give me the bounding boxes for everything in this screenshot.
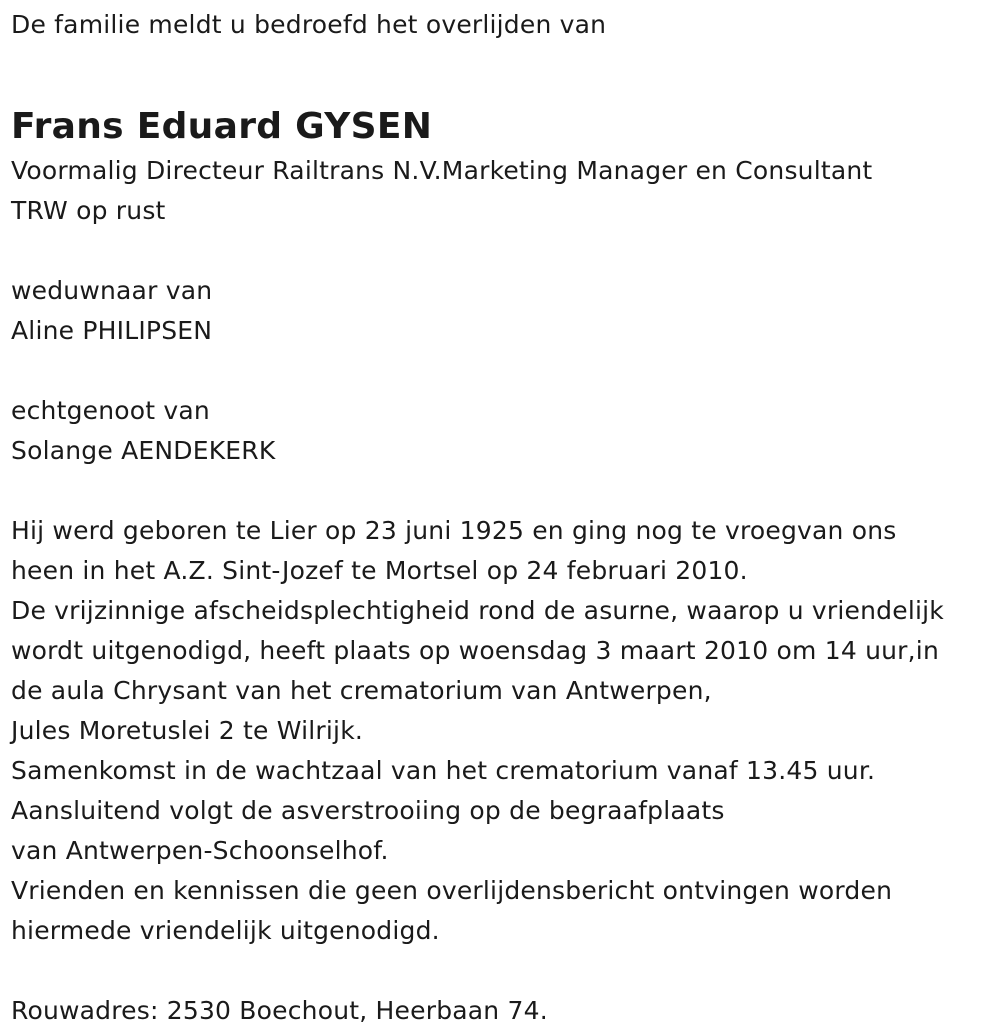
body-line: van Antwerpen-Schoonselhof. xyxy=(11,836,389,865)
body-line: wordt uitgenodigd, heeft plaats op woensdag 3 maart 2010 om 14 uur,in xyxy=(11,636,939,665)
widower-label: weduwnaar van xyxy=(11,276,213,305)
body-line: Vrienden en kennissen die geen overlijdensbericht ontvingen worden xyxy=(11,876,893,905)
notice-body xyxy=(11,511,996,951)
body-line: De vrijzinnige afscheidsplechtigheid rond de asurne, waarop u vriendelijk xyxy=(11,596,944,625)
body-line: Hij werd geboren te Lier op 23 juni 1925 en ging nog te vroegvan ons xyxy=(11,516,897,545)
occupation-line: TRW op rust xyxy=(11,196,166,225)
spacer xyxy=(11,231,996,271)
occupation-line: Voormalig Directeur Railtrans N.V.Marketing Manager en Consultant xyxy=(11,156,873,185)
body-line: de aula Chrysant van het crematorium van Antwerpen, xyxy=(11,676,712,705)
body-line: hiermede vriendelijk uitgenodigd. xyxy=(11,916,440,945)
spacer xyxy=(11,471,996,511)
spacer xyxy=(11,951,996,991)
body-line: heen in het A.Z. Sint-Jozef te Mortsel op 24 februari 2010. xyxy=(11,556,748,585)
married-spouse-name: Solange AENDEKERK xyxy=(11,436,276,465)
married-label: echtgenoot van xyxy=(11,396,210,425)
obituary-notice xyxy=(11,0,996,1031)
mourning-address: Rouwadres: 2530 Boechout, Heerbaan 74. xyxy=(11,996,548,1025)
widower-spouse-name: Aline PHILIPSEN xyxy=(11,316,213,345)
deceased-name: Frans Eduard GYSEN xyxy=(11,106,433,147)
body-line: Samenkomst in de wachtzaal van het crematorium vanaf 13.45 uur. xyxy=(11,756,876,785)
body-line: Aansluitend volgt de asverstrooiing op de begraafplaats xyxy=(11,796,725,825)
spacer xyxy=(11,351,996,391)
body-line: Jules Moretuslei 2 te Wilrijk. xyxy=(11,716,364,745)
intro-text: De familie meldt u bedroefd het overlijden van xyxy=(11,10,607,39)
